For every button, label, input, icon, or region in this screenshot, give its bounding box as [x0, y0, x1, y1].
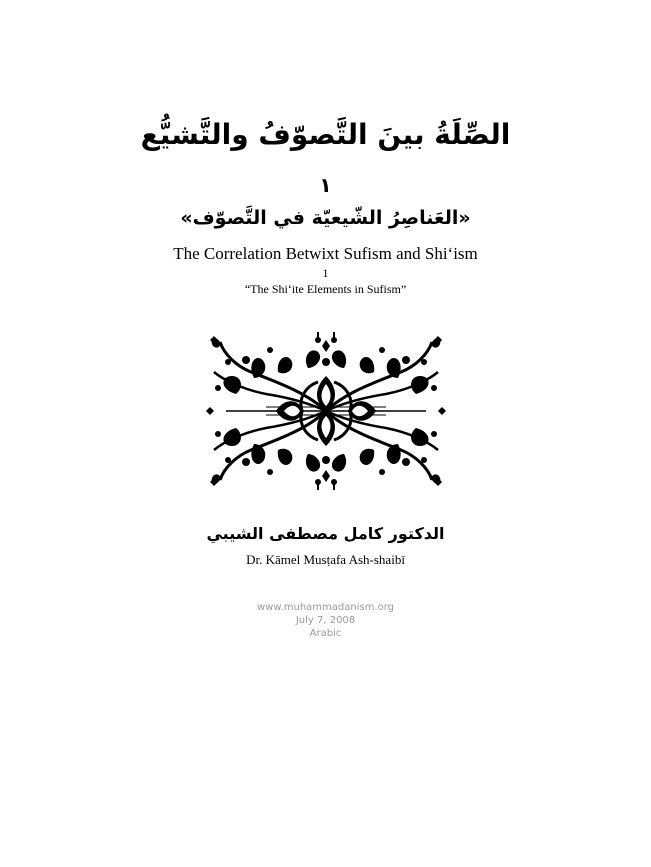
english-author-name: Dr. Kāmel Musṭafa Ash-shaibī: [246, 552, 405, 567]
language-label: Arabic: [309, 628, 342, 639]
arabic-subtitle: «العَناصِرُ الشّيعيّة في التَّصوّف»: [180, 207, 471, 229]
arabic-author-name: الدكتور كامل مصطفى الشيبي: [206, 524, 445, 543]
arabic-title: الصِّلَةُ بينَ التَّصوّفُ والتَّشيُّع: [140, 118, 511, 151]
english-subtitle: “The Shi‘ite Elements in Sufism”: [244, 282, 407, 296]
english-title: The Correlation Betwixt Sufism and Shi‘ism: [173, 244, 478, 263]
arabic-volume-number: ١: [319, 173, 332, 197]
arabesque-ornament-icon: [206, 332, 446, 490]
english-volume-number: 1: [322, 266, 329, 280]
website-link[interactable]: www.muhammadanism.org: [256, 602, 395, 613]
publication-date: July 7, 2008: [295, 615, 356, 626]
